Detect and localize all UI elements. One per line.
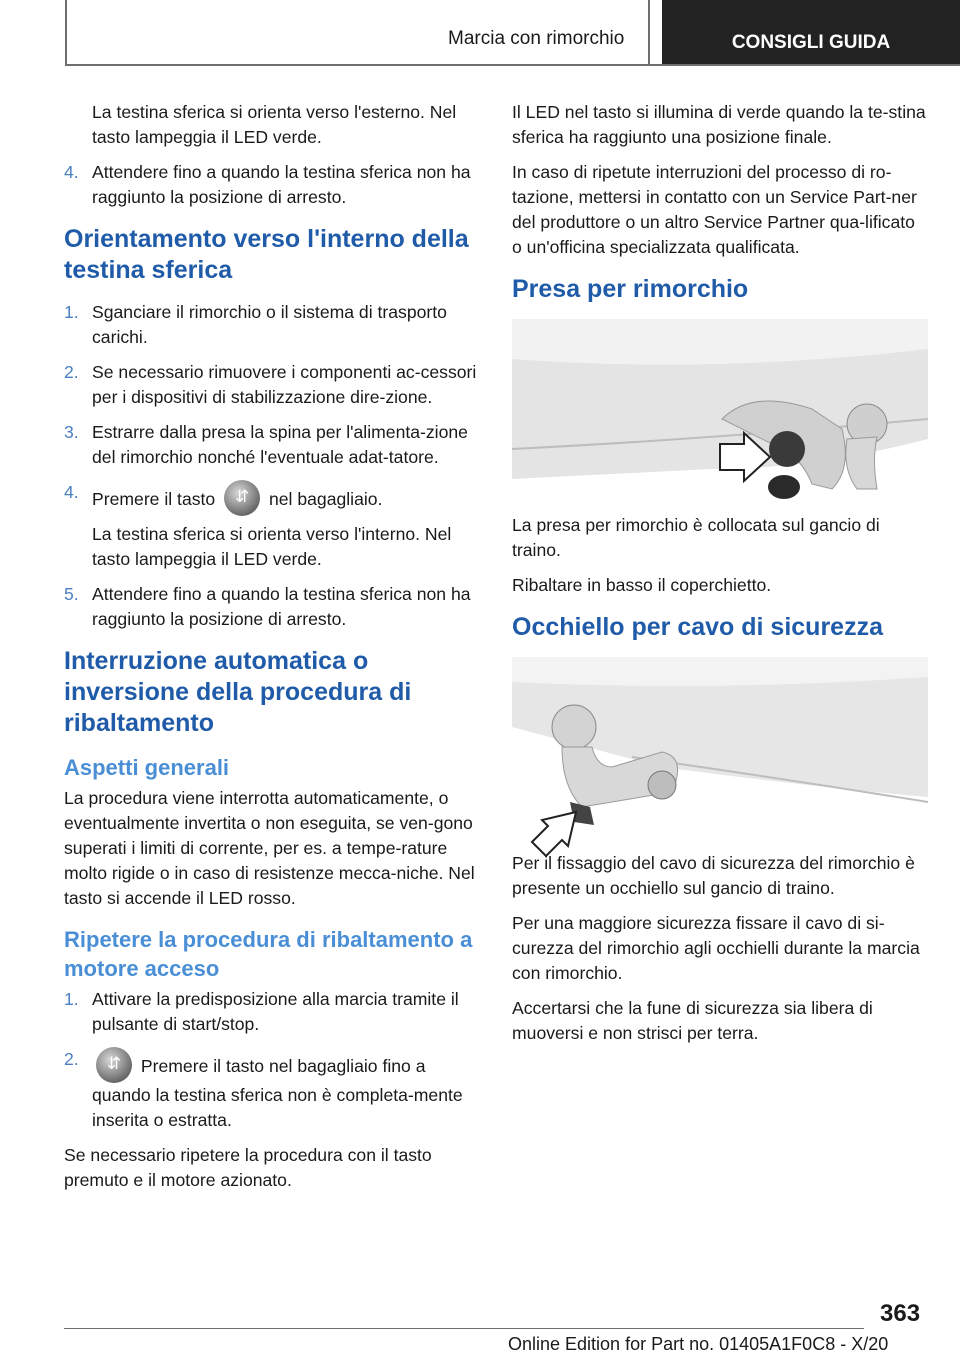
- socket-cover-text: Ribaltare in basso il coperchietto.: [512, 575, 772, 595]
- header-rule: [65, 64, 960, 66]
- trailer-hitch-button-icon: [96, 1047, 132, 1083]
- repeat-text: Se necessario ripetere la procedura con il tasto premuto e il motore azionato.: [64, 1145, 432, 1190]
- header-chapter-tab: [662, 0, 960, 64]
- trailer-socket-illustration: [512, 319, 928, 499]
- footer-edition: Online Edition for Part no. 01405A1F0C8 - X/20: [508, 1334, 889, 1354]
- trailer-socket-image: [512, 319, 928, 499]
- left-column: [64, 100, 480, 1203]
- socket-location-text: La presa per rimorchio è collocata sul gancio di traino.: [512, 515, 880, 560]
- list-item: 5. Attendere fino a quando la testina sferica non ha raggiunto la posizione di arresto.: [64, 584, 471, 629]
- step-note: La testina sferica si orienta verso l'interno. Nel tasto lampeggia il LED verde.: [92, 524, 452, 569]
- list-item: 4. Premere il tasto ⇵ nel bagagliaio.: [64, 480, 480, 516]
- list-item: 4. Attendere fino a quando la testina sferica non ha raggiunto la posizione di arresto.: [64, 162, 471, 207]
- list-item: 1. Attivare la predisposizione alla marcia tramite il pulsante di start/stop.: [64, 989, 459, 1034]
- right-column: [512, 100, 928, 1056]
- section-heading-orientation-in: Orientamento verso l'interno della testina sferica: [64, 225, 469, 284]
- eyelet-safety-text: Per una maggiore sicurezza fissare il cavo di si-curezza del rimorchio agli occhielli durante la marcia con rimorchio.: [512, 913, 920, 983]
- subsection-heading-repeat: Ripetere la procedura di ribaltamento a motore acceso: [64, 927, 473, 981]
- section-heading-trailer-socket: Presa per rimorchio: [512, 275, 749, 303]
- general-text: La procedura viene interrotta automaticamente, o eventualmente invertita o non eseguita, se ven-gono superati i limiti di corrente, per es. a tempe-rature molto rigide o in caso di resistenze mecca-niche. Nel tasto si accende il LED rosso.: [64, 788, 475, 908]
- eyelet-free-text: Accertarsi che la fune di sicurezza sia libera di muoversi e non strisci per terra.: [512, 998, 873, 1043]
- header-chapter-label: CONSIGLI GUIDA: [731, 32, 891, 53]
- safety-eyelet-illustration: [512, 657, 928, 837]
- section-heading-automatic-interruption: Interruzione automatica o inversione della procedura di ribaltamento: [64, 647, 412, 737]
- list-item: 2. Se necessario rimuovere i componenti ac-cessori per i dispositivi di stabilizzazione dire-zione.: [64, 362, 477, 407]
- subsection-heading-general: Aspetti generali: [64, 755, 230, 780]
- trailer-hitch-button-icon: [224, 480, 260, 516]
- header-left-border: [65, 0, 67, 66]
- safety-eyelet-image: [512, 657, 928, 862]
- eyelet-text: Per il fissaggio del cavo di sicurezza del rimorchio è presente un occhiello sul gancio di traino.: [512, 853, 915, 898]
- service-text: In caso di ripetute interruzioni del processo di ro-tazione, mettersi in contatto con un Service Part-ner del produttore o un altro Service Partner qua-lificato o un'officina specializzata qualificata.: [512, 162, 917, 257]
- footer-rule: [64, 1328, 864, 1329]
- header-divider: [648, 0, 650, 66]
- list-item: 2. ⇵ Premere il tasto nel bagagliaio fino a quando la testina sferica non è completa-mente inserita o estratta.: [64, 1047, 480, 1133]
- led-text: Il LED nel tasto si illumina di verde quando la te-stina sferica ha raggiunto una posizione finale.: [512, 102, 926, 147]
- header-section-title: Marcia con rimorchio: [448, 28, 625, 49]
- section-heading-safety-cable-eyelet: Occhiello per cavo di sicurezza: [512, 613, 883, 641]
- intro-text: La testina sferica si orienta verso l'esterno. Nel tasto lampeggia il LED verde.: [92, 102, 457, 147]
- list-item: 3. Estrarre dalla presa la spina per l'alimenta-zione del rimorchio nonché l'eventuale adat-tatore.: [64, 422, 468, 467]
- page-number: 363: [880, 1300, 921, 1327]
- list-item: 1. Sganciare il rimorchio o il sistema di trasporto carichi.: [64, 302, 447, 347]
